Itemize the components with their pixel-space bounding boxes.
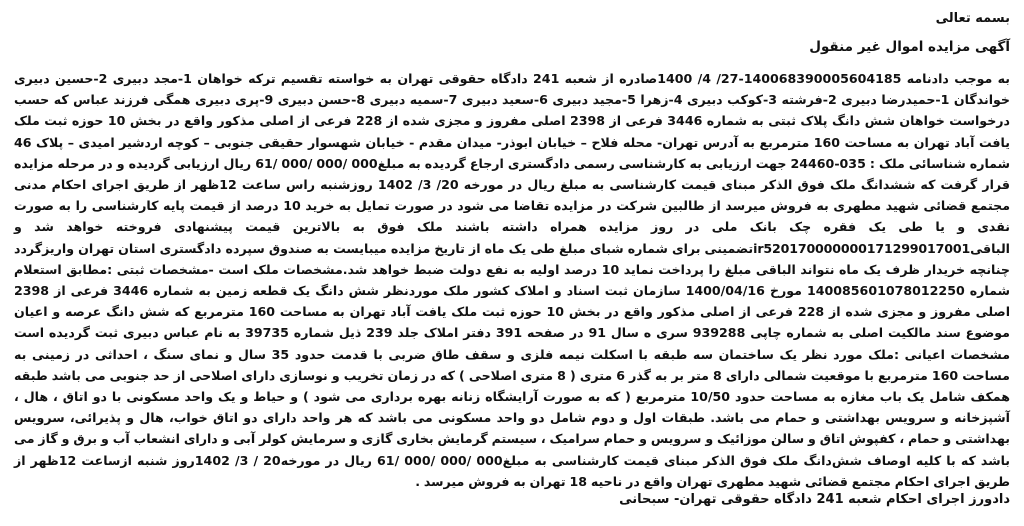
signature-line: دادورز اجرای احکام شعبه 241 دادگاه حقوقی تهران- سبحانی xyxy=(619,492,1010,507)
notice-body-paragraph: به موجب دادنامه 140068390005604185-27/ 4/ 1400صادره از شعبه 241 دادگاه حقوقی تهران به خواسته تقسیم ترکه خواهان 1-مجد دبیری 2-حسین دبیری خواندگان 1-حمیدرضا دبیری 2-فرشته 3-کوکب دبیری 4-زهرا 5-مجید دبیری 6-سعید دبیری 7-سمیه دبیری 8-حسن دبیری 9-پری دبیری همگی فرزند عباس که حسب درخواست خواهان شش دانگ پلاک ثبتی به شماره 3446 فرعی از 2398 اصلی مفروز و مجزی شده از 228 فرعی از اصلی مذکور واقع در بخش 10 حوزه ثبت ملک یافت آباد تهران به مساحت 160 مترمربع به آدرس تهران- محله فلاح – خیابان ابوذر- میدان مقدم - خیابان شهسوار حقیقی جنوبی – کوچه اردشیر امیدی – پلاک 46 شماره شناسائی ملک : 035-24460 جهت ارزیابی به کارشناسی رسمی دادگستری ارجاع گردیده به مبلغ000 /000 /000 /61 ریال ارزیابی گردیده و در مرحله مزایده قرار گرفت که ششدانگ ملک فوق الذکر مبنای قیمت کارشناسی به مبلغ ریال در مورخه 20/ 3/ 1402 روزشنبه راس ساعت 12ظهر از طریق اجرای احکام مدنی مجتمع قضائی شهید مطهری به فروش میرسد از طالبین شرکت در مزایده تقاضا می شود در صورت تمایل به خرید 10 درصد از قیمت پایه کارشناسی را به صورت نقدی و یا طی یک فقره چک بانک ملی در روز مزایده همراه داشته باشند ملک فوق به بالاترین قیمت پیشنهادی فروخته خواهد شد و الباقیir520170000000171299017001تضمینی برای شماره شبای مبلغ طی یک ماه از تاریخ مزایده میبایست به صندوق سپرده دادگستری استان تهران واریزگردد چنانچه خریدار ظرف یک ماه نتواند الباقی مبلغ را پرداخت نماید 10 درصد اولیه به نفع دولت ضبط خواهد شد.مشخصات ملک است -مشخصات ثبتی :مطابق استعلام شماره 140085601078012250 مورخ 1400/04/16 سازمان ثبت اسناد و املاک کشور ملک موردنظر شش دانگ یک قطعه زمین به شماره 3446 فرعی از 2398 اصلی مفروز و مجزی شده از 228 فرعی از اصلی مذکور واقع در بخش 10 حوزه ثبت ملک یافت آباد تهران به مساحت 160 مترمربع که شش دانگ عرصه و اعیان موضوع سند مالکیت اصلی به شماره چاپی 939288 سری ه سال 91 در صفحه 391 دفتر املاک جلد 239 ذیل شماره 39735 به نام عباس دبیری ثبت گردیده است مشخصات اعیانی :ملک مورد نظر یک ساختمان سه طبقه با اسکلت نیمه فلزی و سقف طاق ضربی با قدمت حدود 35 سال و نمای سنگ ، احداثی در زمینی به مساحت 160 مترمربع با موقعیت شمالی دارای 8 متر بر به گذر 6 متری ( 8 متری اصلاحی ) که در زمان تخریب و نوسازی دارای اصلاحی از حد جنوبی می باشد طبقه همکف شامل یک باب مغازه به مساحت حدود 10/50 مترمربع ( که به صورت آرایشگاه زنانه بهره برداری می شود ) و حیاط و یک واحد مسکونی با دو اتاق ، هال ، آشپزخانه و سرویس بهداشتی و حمام می باشد. طبقات اول و دوم شامل دو واحد مسکونی می باشد که هر واحد دارای دو اتاق خواب، هال و پذیرائی، سرویس بهداشتی و حمام ، کفپوش اتاق و سالن موزائیک و سرویس و حمام سرامیک ، سیستم گرمایش بخاری گازی و سرمایش کولر آبی و دارای انشعاب آب و برق و گاز می باشد که با کلیه اوصاف شش‌دانگ ملک فوق الذکر مبنای قیمت کارشناسی به مبلغ000 /000 /000 /61 ریال در مورخه20 / 3/ 1402روز شنبه ازساعت 12ظهر از طریق اجرای احکام مجتمع قضائی شهید مطهری تهران واقع در ناحیه 18 تهران به فروش میرسد . xyxy=(14,71,1011,489)
basmala-heading: بسمه تعالی xyxy=(935,11,1010,26)
page-title: آگهی مزایده اموال غیر منقول xyxy=(809,39,1010,55)
